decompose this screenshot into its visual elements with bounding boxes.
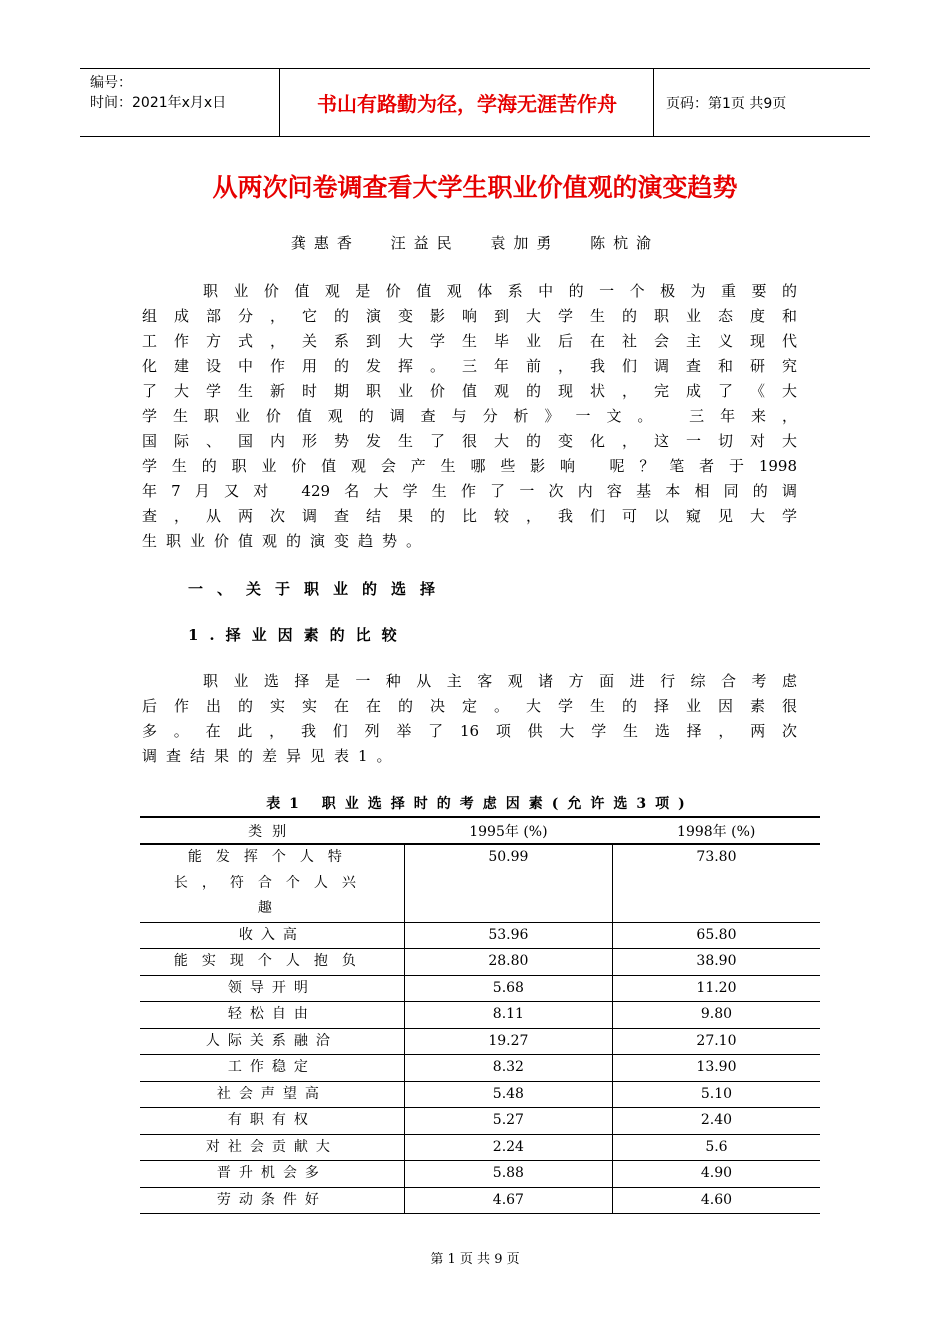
cell-1998: 5.6	[612, 1134, 820, 1161]
cell-1995: 19.27	[404, 1028, 612, 1055]
cell-1995: 2.24	[404, 1134, 612, 1161]
cell-1998: 38.90	[612, 949, 820, 976]
cell-1995: 5.68	[404, 975, 612, 1002]
column-header-category: 类别	[140, 817, 404, 844]
paragraph-line: 调查结果的差异见表1。	[142, 747, 401, 765]
cell-category: 晋升机会多	[140, 1161, 404, 1188]
subsection-heading: 1.择业因素的比较	[188, 626, 408, 644]
section-heading: 一、关于职业的选择	[188, 580, 450, 598]
cell-1995: 8.11	[404, 1002, 612, 1029]
header-meta	[80, 69, 280, 136]
table-row	[140, 1055, 820, 1082]
cell-1998: 2.40	[612, 1108, 820, 1135]
table-row	[140, 1002, 820, 1029]
paragraph-line: 组成部分，它的演变影响到大学生的职业态度和	[142, 307, 797, 325]
cell-1998: 11.20	[612, 975, 820, 1002]
table-caption: 表1 职业选择时的考虑因素(允许选3项)	[266, 796, 694, 812]
paragraph-line: 工作方式，关系到大学生毕业后在社会主义现代	[142, 332, 797, 350]
cell-category: 工作稳定	[140, 1055, 404, 1082]
cell-1995: 5.27	[404, 1108, 612, 1135]
cell-category: 劳动条件好	[140, 1187, 404, 1214]
table-row	[140, 1161, 820, 1188]
paragraph-line: 多。在此，我们列举了16项供大学生选择，两次	[142, 722, 797, 740]
header-page-code: 页码：第1页 共9页	[666, 95, 787, 112]
page-footer: 第 1 页 共 9 页	[430, 1252, 520, 1267]
cell-category: 能实现个人抱负	[140, 949, 404, 976]
paragraph-line: 学生的职业价值观会产生哪些影响 呢？笔者于1998	[142, 457, 797, 475]
paragraph-line: 后作出的实实在在的决定。大学生的择业因素很	[142, 697, 797, 715]
paragraph-line: 查，从两次调查结果的比较，我们可以窥见大学	[142, 507, 797, 525]
table-row	[140, 844, 820, 922]
table-row	[140, 1081, 820, 1108]
column-header-1998: 1998年 (%)	[612, 817, 820, 844]
table-header-row	[140, 817, 820, 844]
cell-1995: 28.80	[404, 949, 612, 976]
cell-category: 对社会贡献大	[140, 1134, 404, 1161]
cell-category: 社会声望高	[140, 1081, 404, 1108]
cell-1995: 4.67	[404, 1187, 612, 1214]
cell-1998: 4.60	[612, 1187, 820, 1214]
document-title: 从两次问卷调查看大学生职业价值观的演变趋势	[212, 173, 738, 202]
paragraph-line: 年7月又对 429名大学生作了一次内容基本相同的调	[142, 482, 797, 500]
table-row	[140, 922, 820, 949]
cell-1995: 53.96	[404, 922, 612, 949]
paragraph-line: 了大学生新时期职业价值观的现状，完成了《大	[142, 382, 797, 400]
paragraph-line: 职业选择是一种从主客观诸方面进行综合考虑	[142, 672, 797, 690]
cell-category: 领导开明	[140, 975, 404, 1002]
paragraph-line: 生职业价值观的演变趋势。	[142, 532, 431, 550]
cell-1998: 4.90	[612, 1161, 820, 1188]
cell-1998: 13.90	[612, 1055, 820, 1082]
cell-1995: 50.99	[404, 844, 612, 922]
table-row	[140, 1108, 820, 1135]
body-paragraph	[142, 669, 797, 769]
cell-category: 收入高	[140, 922, 404, 949]
cell-1998: 65.80	[612, 922, 820, 949]
cell-1998: 9.80	[612, 1002, 820, 1029]
paragraph-line: 化建设中作用的发挥。三年前，我们调查和研究	[142, 357, 797, 375]
cell-category: 人际关系融洽	[140, 1028, 404, 1055]
header-motto: 书山有路勤为径，学海无涯苦作舟	[281, 69, 654, 136]
cell-category: 能发挥个人特长，符合个人兴趣	[140, 844, 404, 922]
cell-category: 轻松自由	[140, 1002, 404, 1029]
cell-1998: 27.10	[612, 1028, 820, 1055]
paragraph-line: 国际、国内形势发生了很大的变化，这一切对大	[142, 432, 797, 450]
factors-table	[140, 816, 820, 1214]
table-row	[140, 975, 820, 1002]
cell-1995: 8.32	[404, 1055, 612, 1082]
table-row	[140, 1134, 820, 1161]
cell-1998: 5.10	[612, 1081, 820, 1108]
number-label: 编号：	[90, 75, 132, 91]
intro-paragraph	[142, 279, 797, 554]
cell-1998: 73.80	[612, 844, 820, 922]
table-row	[140, 1028, 820, 1055]
paragraph-line: 学生职业价值观的调查与分析》一文。 三年来，	[142, 407, 797, 425]
cell-1995: 5.48	[404, 1081, 612, 1108]
time-label: 时间：2021年x月x日	[90, 95, 227, 111]
cell-1995: 5.88	[404, 1161, 612, 1188]
document-header	[80, 68, 870, 137]
column-header-1995: 1995年 (%)	[404, 817, 612, 844]
authors: 龚惠香 汪益民 袁加勇 陈杭渝	[290, 234, 660, 252]
table-row	[140, 1187, 820, 1214]
paragraph-line: 职业价值观是价值观体系中的一个极为重要的	[142, 282, 797, 300]
table-row	[140, 949, 820, 976]
cell-category: 有职有权	[140, 1108, 404, 1135]
